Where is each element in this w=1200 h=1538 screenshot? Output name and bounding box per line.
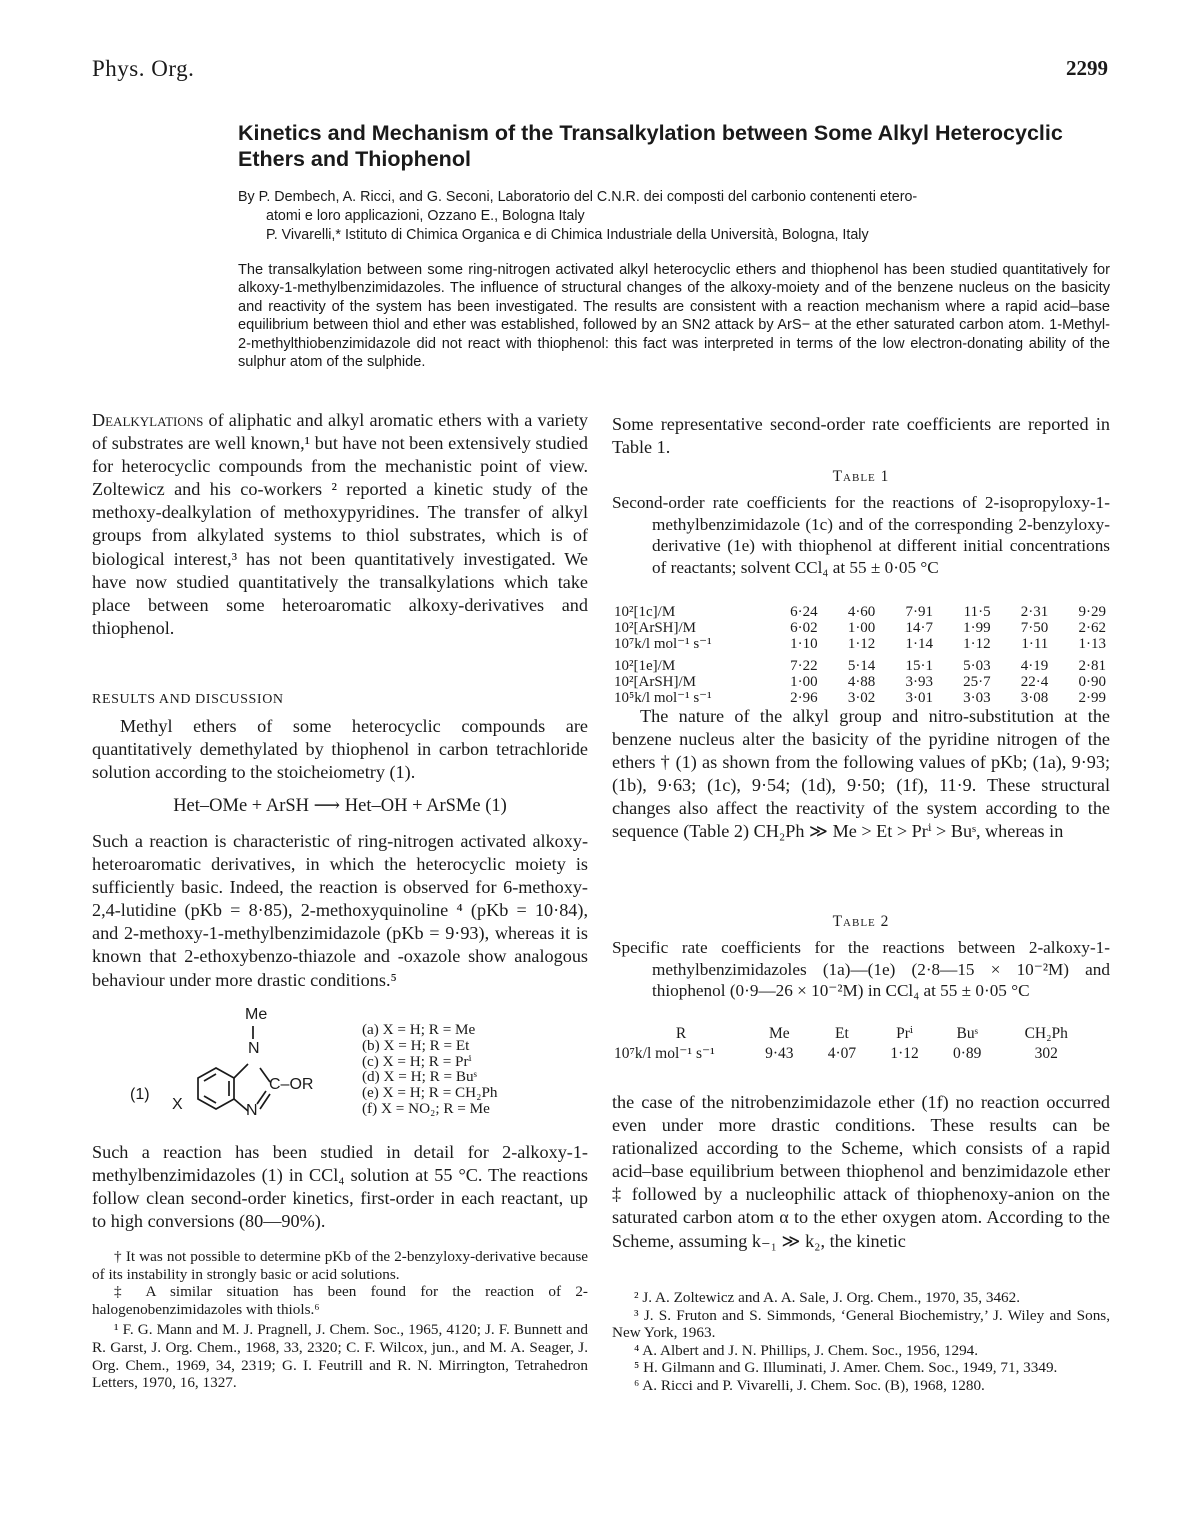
structure-drawing: [128, 1014, 358, 1129]
table-2-label: Table 2: [832, 913, 890, 930]
reference-5: ⁵ H. Gilmann and G. Illuminati, J. Amer. Chem. Soc., 1949, 71, 3349.: [634, 1359, 1058, 1377]
author-line-1: By P. Dembech, A. Ricci, and G. Seconi, Laboratorio del C.N.R. dei composti del carbonio contenenti etero-: [238, 189, 918, 205]
table-1-cell: 1·11: [1021, 636, 1049, 652]
left-paragraph-2: Methyl ethers of some heterocyclic compounds are quantitatively demethylated by thiophenol in carbon tetrachloride solution according to the stoicheiometry (1).: [92, 716, 588, 783]
substituent-c: (c) X = H; R = Prⁱ: [362, 1052, 472, 1070]
table-1-cell: 1·12: [963, 636, 991, 652]
page-number: 2299: [1066, 56, 1108, 80]
reference-3: ³ J. S. Fruton and S. Simmonds, ‘General Biochemistry,’ J. Wiley and Sons, New York, 1963.: [612, 1306, 1110, 1342]
reference-4: ⁴ A. Albert and J. N. Phillips, J. Chem. Soc., 1956, 1294.: [634, 1341, 979, 1359]
left-paragraph-1-text: of aliphatic and alkyl aromatic ethers with a variety of substrates are well known,¹ but have not been extensively studied for heterocyclic compounds from the mechanistic point of view. Zoltewicz and his co-workers ² reported a kinetic study of the methoxy-dealkylation of methoxypyridines. The transfer of alkyl groups from alkylated systems to thiol substrates, which is of biological interest,³ has not been quantitatively investigated. We have now studied quantitatively the transalkylations which take place between some heteroaromatic alkoxy-derivatives and thiophenol.: [92, 410, 588, 638]
table-1-row: [614, 690, 1110, 706]
substituent-e: (e) X = H; R = CH₂Ph: [362, 1084, 498, 1102]
table-1-cell: 6·02: [790, 620, 818, 636]
table-1-cell: 7·22: [790, 658, 818, 674]
nitrogen-3-label: N: [246, 1102, 258, 1119]
table-2-header-cell: Et: [835, 1025, 849, 1042]
table-2-header-cell: Me: [768, 1025, 790, 1042]
table-1-cell: 1·12: [847, 636, 876, 652]
table-1-row: [614, 636, 1110, 652]
table-1-row-label: 10²[ArSH]/M: [614, 620, 696, 636]
methyl-label: Me: [245, 1006, 268, 1023]
c-or-label: C–OR: [269, 1076, 314, 1093]
author-block: [238, 188, 1118, 245]
table-1-cell: 14·7: [905, 620, 933, 636]
table-1-caption-text: Second-order rate coefficients for the reactions of 2-isopropyloxy-1-methylbenzimidazole (1c) and of the corresponding 2-benzyloxy-derivative (1e) with thiophenol at different initial concentrations of reactants; solvent CCl₄ at 55 ± 0·05 °C: [612, 493, 1110, 577]
table-2-cell: 0·89: [952, 1045, 982, 1062]
table-1-cell: 2·81: [1078, 658, 1106, 674]
table-1-cell: 4·60: [847, 604, 876, 620]
table-1-cell: 4·88: [847, 674, 876, 690]
table-2-cell: 302: [1034, 1045, 1058, 1062]
section-heading: RESULTS AND DISCUSSION: [92, 692, 284, 707]
table-1-cell: 1·10: [790, 636, 818, 652]
table-1-cell: 4·19: [1020, 658, 1049, 674]
table-1-label: Table 1: [832, 468, 890, 485]
table-1-cell: 9·29: [1078, 604, 1106, 620]
table-1-cell: 5·03: [963, 658, 991, 674]
table-1-cell: 25·7: [963, 674, 991, 690]
author-line-3: P. Vivarelli,* Istituto di Chimica Organica e di Chimica Industriale della Università, Bologna, Italy: [266, 227, 869, 243]
substituent-a: (a) X = H; R = Me: [362, 1021, 476, 1038]
table-1-cell: 11·5: [963, 604, 991, 620]
table-2-cell: 1·12: [890, 1045, 919, 1062]
table-1-cell: 7·91: [905, 604, 933, 620]
reference-2: ² J. A. Zoltewicz and A. A. Sale, J. Org. Chem., 1970, 35, 3462.: [634, 1289, 1021, 1306]
table-1-row-label: 10²[1c]/M: [614, 604, 676, 620]
table-2-caption-text: Specific rate coefficients for the reactions between 2-alkoxy-1-methylbenzimidazoles (1a)—(1e) (2·8—15 × 10⁻²M) and thiophenol (0·9—26 × 10⁻²M) in CCl₄ at 55 ± 0·05 °C: [612, 938, 1110, 1000]
table-1: [614, 604, 1110, 706]
equation-1: Het–OMe + ArSH ⟶ Het–OH + ArSMe (1): [173, 796, 507, 816]
substituent-x-label: X: [172, 1096, 183, 1113]
table-1-cell: 5·14: [847, 658, 876, 674]
footnote-dagger: † It was not possible to determine pKb of the 2-benzyloxy-derivative because of its instability in strongly basic or acid solutions.: [92, 1248, 588, 1283]
table-1-cell: 22·4: [1020, 674, 1049, 690]
table-1-row: [614, 604, 1110, 620]
table-2-header-cell: Prⁱ: [896, 1025, 914, 1042]
table-1-cell: 1·00: [790, 674, 818, 690]
left-footnotes: [92, 1248, 588, 1392]
table-1-cell: 3·08: [1020, 690, 1049, 706]
table-1-cell: 3·01: [905, 690, 933, 706]
substituent-b: (b) X = H; R = Et: [362, 1036, 470, 1054]
article-title: Kinetics and Mechanism of the Transalkylation between Some Alkyl Heterocyclic Ethers and Thiophenol: [238, 121, 1063, 171]
table-1-cell: 1·99: [963, 620, 991, 636]
table-1-row: [614, 652, 1110, 674]
right-paragraph-1: Some representative second-order rate coefficients are reported in Table 1.: [612, 414, 1110, 458]
reference-1: ¹ F. G. Mann and M. J. Pragnell, J. Chem. Soc., 1965, 4120; J. F. Bunnett and R. Garst, J. Org. Chem., 1968, 33, 2320; C. F. Wilcox, jun., and M. A. Seager, J. Org. Chem., 1969, 34, 2319; G. I. Feutrill and R. N. Mirrington, Tetrahedron Letters, 1970, 16, 1327.: [92, 1321, 588, 1392]
table-2-header-row: [614, 1026, 1094, 1042]
table-2-caption: [612, 937, 1110, 1002]
substituent-list: [362, 1022, 498, 1117]
author-line-2: atomi e loro applicazioni, Ozzano E., Bologna Italy: [266, 208, 585, 224]
table-2-header-cell: R: [675, 1025, 687, 1042]
abstract: The transalkylation between some ring-nitrogen activated alkyl heterocyclic ethers and thiophenol has been studied quantitatively for alkoxy-1-methylbenzimidazoles. The influence of structural changes of the alkoxy-moiety and of the benzene nucleus on the basicity and reactivity of the system has been investigated. The results are consistent with a reaction mechanism where a rapid acid–base equilibrium between thiol and ether was established, followed by an SN2 attack by ArS− at the ether saturated carbon atom. 1-Methyl-2-methylthiobenzimidazole did not react with thiophenol: this fact was interpreted in terms of the low electron-donating ability of the sulphur atom of the sulphide.: [238, 262, 1110, 371]
table-1-cell: 2·96: [790, 690, 818, 706]
nitrogen-1-label: N: [248, 1040, 260, 1057]
substituent-f: (f) X = NO₂; R = Me: [362, 1099, 490, 1117]
left-paragraph-4: Such a reaction has been studied in detail for 2-alkoxy-1-methylbenzimidazoles (1) in CCl₄ solution at 55 °C. The reactions follow clean second-order kinetics, first-order in each reactant, up to high conversions (80—90%).: [92, 1142, 588, 1232]
footnote-double-dagger: ‡ A similar situation has been found for the reaction of 2-halogenobenzimidazoles with thiols.⁶: [92, 1283, 588, 1318]
table-1-row-label: 10⁷k/l mol⁻¹ s⁻¹: [614, 636, 712, 652]
table-2-data-row: [614, 1042, 1094, 1062]
lead-in-smallcaps: Dealkylations: [92, 410, 204, 430]
table-1-cell: 2·62: [1078, 620, 1106, 636]
table-1-cell: 1·14: [905, 636, 933, 652]
table-1-cell: 0·90: [1078, 674, 1106, 690]
table-1-cell: 2·31: [1020, 604, 1049, 620]
right-footnotes: [612, 1289, 1110, 1395]
table-1-cell: 1·13: [1078, 636, 1106, 652]
table-2-row-label: 10⁷k/l mol⁻¹ s⁻¹: [614, 1045, 715, 1062]
table-1-row-label: 10⁵k/l mol⁻¹ s⁻¹: [614, 690, 712, 706]
table-1-row: [614, 620, 1110, 636]
table-1-row-label: 10²[1e]/M: [614, 658, 676, 674]
table-1-cell: 2·99: [1078, 690, 1106, 706]
table-2-cell: 9·43: [765, 1045, 794, 1062]
benzimidazole-structure: [128, 1006, 358, 1129]
table-1-cell: 3·93: [905, 674, 933, 690]
table-2-header-cell: Buˢ: [956, 1025, 978, 1042]
table-1-cell: 1·00: [847, 620, 876, 636]
table-1-row-label: 10²[ArSH]/M: [614, 674, 696, 690]
substituent-d: (d) X = H; R = Buˢ: [362, 1068, 477, 1086]
table-1-cell: 6·24: [790, 604, 818, 620]
compound-number: (1): [130, 1086, 150, 1103]
left-paragraph-1: [92, 409, 588, 640]
table-1-cell: 3·02: [847, 690, 876, 706]
table-1-caption: [612, 492, 1110, 578]
table-2-header-cell: CH₂Ph: [1024, 1025, 1068, 1042]
reference-6: ⁶ A. Ricci and P. Vivarelli, J. Chem. Soc. (B), 1968, 1280.: [634, 1376, 985, 1394]
table-1-cell: 7·50: [1020, 620, 1049, 636]
table-1-row: [614, 674, 1110, 690]
right-paragraph-3: the case of the nitrobenzimidazole ether (1f) no reaction occurred even under more drastic conditions. These results can be rationalized according to the Scheme, which consists of a rapid acid–base equilibrium between thiophenol and benzimidazole ether ‡ followed by a nucleophilic attack of thiophenoxy-anion on the saturated carbon atom α to the ether oxygen atom. According to the Scheme, assuming k₋₁ ≫ k₂, the kinetic: [612, 1092, 1110, 1251]
table-1-cell: 3·03: [963, 690, 991, 706]
right-paragraph-2: The nature of the alkyl group and nitro-substitution at the benzene nucleus alter the basicity of the pyridine nitrogen of the ethers † (1) as shown from the following values of pKb; (1a), 9·93; (1b), 9·63; (1c), 9·54; (1d), 9·50; (1f), 11·9. These structural changes also affect the reactivity of the system according to the sequence (Table 2) CH₂Ph ≫ Me > Et > Prⁱ > Buˢ, whereas in: [612, 706, 1110, 842]
table-1-cell: 15·1: [905, 658, 933, 674]
table-2: [614, 1026, 1094, 1062]
left-paragraph-3: Such a reaction is characteristic of ring-nitrogen activated alkoxy-heteroaromatic derivatives, in which the heterocyclic moiety is sufficiently basic. Indeed, the reaction is observed for 6-methoxy-2,4-lutidine (pKb = 8·85), 2-methoxyquinoline ⁴ (pKb = 10·84), and 2-methoxy-1-methylbenzimidazole (pKb = 9·93), whereas it is known that 2-ethoxybenzo-thiazole and -oxazole show analogous behaviour under more drastic conditions.⁵: [92, 831, 588, 990]
running-header-journal: Phys. Org.: [92, 56, 195, 81]
table-2-cell: 4·07: [827, 1045, 857, 1062]
